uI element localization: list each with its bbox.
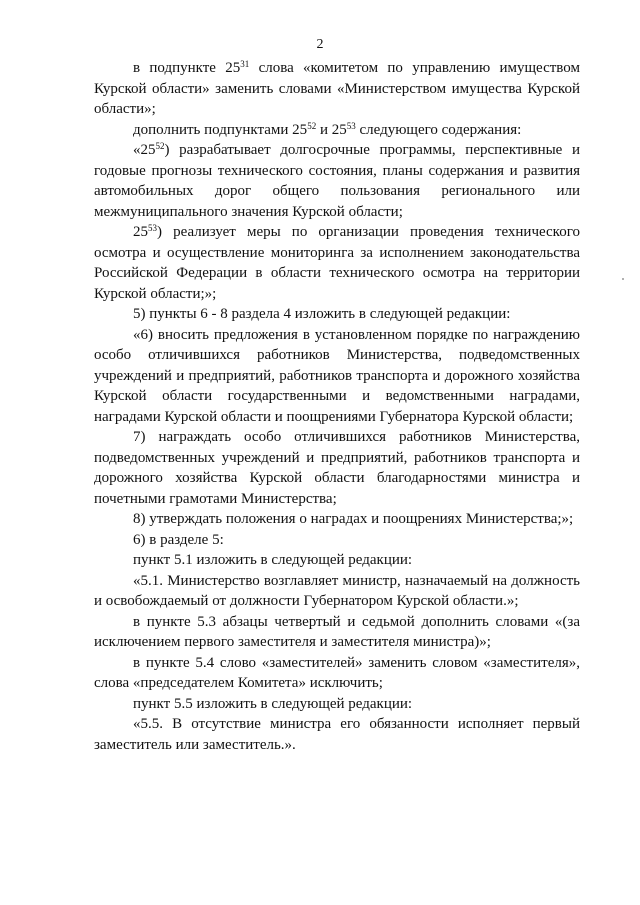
paragraph-item-5: 5) пункты 6 - 8 раздела 4 изложить в следующей редакции: <box>133 306 511 322</box>
paragraph-point-5-3: в пункте 5.3 абзацы четвертый и седьмой дополнить словами «(за исключением первого заместителя и заместителя министра)»; <box>94 613 580 650</box>
paragraph-text: в подпункте 25 <box>133 60 241 76</box>
paragraph-point-7: 7) награждать особо отличившихся работников Министерства, подведомственных учреждений и предприятий, работников транспорта и дорожного хозяйства Курской области благодарностями министра и почетными грамотами Министерства; <box>94 429 580 507</box>
paragraph-point-5-1: «5.1. Министерство возглавляет министр, назначаемый на должность и освобождаемый от должности Губернатором Курской области.»; <box>94 572 580 609</box>
paragraph-point-5-5: «5.5. В отсутствие министра его обязанности исполняет первый заместитель или заместитель.». <box>94 716 580 753</box>
paragraph-point-5-1-intro: пункт 5.1 изложить в следующей редакции: <box>133 552 413 568</box>
paragraph-point-5-5-intro: пункт 5.5 изложить в следующей редакции: <box>133 695 413 712</box>
superscript-index: 31 <box>240 59 250 69</box>
paragraph-text: ) реализует меры по организации проведения технического осмотра и осуществление мониторинга за исполнением законодательства Российской Федерации в области технического осмотра на территории Курской области;»; <box>94 224 580 302</box>
paragraph-point-6: «6) вносить предложения в установленном порядке по награждению особо отличившихся работников Министерства, подведомственных учреждений и предприятий, работников транспорта и дорожного хозяйства Курской области государственными и ведомственными наградами, наградами Курской области и поощрениями Губернатора Курской области; <box>94 326 580 425</box>
superscript-index: 53 <box>346 120 356 131</box>
paragraph-text: 25 <box>133 224 148 240</box>
paragraph-text: слова «комитетом по управлению имуществом Курской области» заменить словами «Министерством имущества Курской области»; <box>94 60 580 117</box>
paragraph-add-subitems <box>94 120 580 141</box>
paragraph-subitem-25-52 <box>94 140 580 222</box>
page-number: 2 <box>316 37 324 52</box>
superscript-index: 52 <box>307 120 317 131</box>
paragraph-subitem-25-53 <box>94 222 580 304</box>
paragraph-text: следующего содержания: <box>355 121 522 138</box>
paragraph-text: и 25 <box>316 121 347 138</box>
paragraph-subitem-25-31 <box>94 58 580 120</box>
document-body <box>94 58 580 755</box>
paragraph-item-6: 6) в разделе 5: <box>133 531 224 548</box>
superscript-index: 53 <box>148 223 157 233</box>
paragraph-text: ) разрабатывает долгосрочные программы, перспективные и годовые прогнозы технического состояния, планы содержания и развития автомобильных дорог общего пользования регионального или межмуниципального значения Курской области; <box>94 142 580 220</box>
paragraph-point-5-4: в пункте 5.4 слово «заместителей» заменить словом «заместителя», слова «председателем Комитета» исключить; <box>94 654 580 691</box>
paragraph-text: «25 <box>133 142 156 158</box>
scan-dot <box>622 278 624 280</box>
paragraph-text: дополнить подпунктами 25 <box>133 121 308 138</box>
paragraph-point-8: 8) утверждать положения о наградах и поощрениях Министерства;»; <box>133 511 574 527</box>
superscript-index: 52 <box>155 141 165 151</box>
